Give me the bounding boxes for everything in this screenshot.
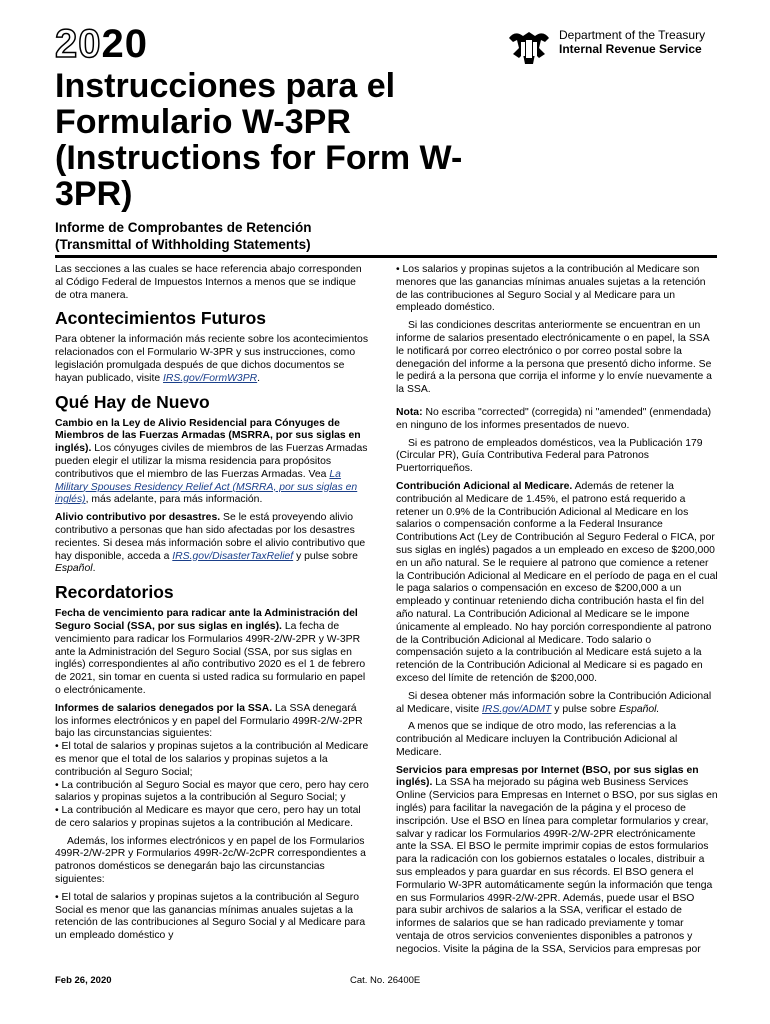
footer-date: Feb 26, 2020 [55, 975, 112, 986]
adicional-heading: Contribución Adicional al Medicare. [396, 480, 573, 492]
page-subtitle [55, 219, 312, 253]
msrra-paragraph [55, 418, 369, 508]
heading-futuros: Acontecimientos Futuros [55, 308, 266, 329]
right-column [396, 264, 718, 962]
fecha-text: La fecha de vencimiento para radicar los Formularios 499R-2/W-2PR y W-3PR ante la Administración del Seguro Social (SSA, por sus siglas en inglés) correspondientes al año contributivo 2020 es el 1 de febrero de 2021, sin tomar en cuenta si usted radica su formulario en papel o electrónicamente. [55, 620, 366, 696]
fecha-paragraph [55, 608, 369, 698]
futuros-text: Para obtener la información más reciente sobre los acontecimientos relacionados con el Formulario W-3PR y sus instrucciones, como legislación promulgada después de que dichos documentos se hayan publicado, visite [55, 334, 369, 384]
title-divider [55, 255, 717, 258]
condiciones-paragraph: Si las condiciones descritas anteriormente se encuentran en un informe de salarios presentado electrónicamente o en papel, la SSA le notificará por correo electrónico o por correo postal sobre la denegación del informe a la persona que presentó dicho informe. Se le pedirá a la persona que corrija el informe y lo envíe nuevamente a la SSA. [396, 320, 712, 396]
adicional-paragraph [396, 481, 718, 686]
msrra-heading: Cambio en la Ley de Alivio Residencial para Cónyuges de Miembros de las Fuerzas Armadas (MSRRA, por sus siglas en inglés). [55, 417, 361, 455]
admt-link[interactable]: IRS.gov/ADMT [482, 703, 552, 715]
desastres-after: y pulse sobre [296, 550, 358, 562]
bullet-item: • El total de salarios y propinas sujetos a la contribución al Medicare es menor que el total de los salarios y propinas sujetos a la contribución al Seguro Social; [55, 741, 369, 778]
dept-name: Department of the Treasury [559, 28, 706, 42]
masinfo-espanol: Español. [618, 703, 660, 715]
nota-heading: Nota: [396, 406, 423, 418]
agency-block [505, 28, 705, 68]
subtitle-line-1: Informe de Comprobantes de Retención [55, 220, 312, 235]
msrra-text: Los cónyuges civiles de miembros de las Fuerzas Armadas pueden elegir el utilizar la misma residencia para propósitos contributivos que el miembro de las Fuerzas Armadas. Vea [55, 443, 368, 480]
desastres-text: Se le está proveyendo alivio contributivo a personas que han sido afectadas por los desastres recientes. Si desea más información sobre el alivio contributivo que hay disponible, acceda a [55, 512, 366, 562]
bso-heading: Servicios para empresas por Internet (BSO, por sus siglas en inglés). [396, 764, 699, 789]
denegados-heading: Informes de salarios denegados por la SSA. [55, 702, 273, 714]
masinfo-text: Si desea obtener más información sobre la Contribución Adicional al Medicare, visite [396, 690, 712, 715]
patrono-paragraph: Si es patrono de empleados domésticos, vea la Publicación 179 (Circular PR), Guía Contributiva Federal para Patronos Puertorriqueños. [396, 437, 703, 475]
ademas-paragraph: Además, los informes electrónicos y en papel de los Formularios 499R-2/W-2PR y Formularios 499R-2c/W-2cPR correspondientes a patronos domésticos se denegarán bajo las circunstancias siguientes: [55, 835, 366, 886]
nota-text: No escriba "corrected" (corregida) ni "amended" (enmendada) en ninguno de los informes presentados de nuevo. [396, 406, 712, 431]
masinfo-paragraph [396, 691, 718, 717]
irs-name: Internal Revenue Service [559, 42, 702, 56]
bullet-paragraph [396, 264, 718, 315]
irs-eagle-logo-icon [505, 28, 553, 68]
page-title: Instrucciones para el Formulario W-3PR (Instructions for Form W-3PR) [55, 67, 463, 213]
desastres-espanol: Español [55, 563, 93, 575]
denegados-text: La SSA denegará los informes electrónicos y en papel del Formulario 499R-2/W-2PR bajo las circunstancias siguientes: [55, 702, 363, 740]
desastres-paragraph: Alivio contributivo por desastres. Se le está proveyendo alivio contributivo a personas que han sido afectadas por los desastres recientes. Si desea más información sobre el alivio contributivo que hay disponible, acceda a IRS.gov/DisasterTaxRelief y pulse sobre Español. [55, 512, 366, 575]
heading-recordatorios: Recordatorios [55, 582, 174, 603]
masinfo-after: y pulse sobre [554, 703, 617, 715]
denegados-paragraph [55, 703, 369, 831]
menos-paragraph: A menos que se indique de otro modo, las referencias a la contribución al Medicare incluyen la Contribución Adicional al Medicare. [396, 721, 678, 758]
msrra-after: , más adelante, para más información. [85, 494, 263, 506]
bullet-text: La contribución al Medicare es mayor que cero, pero hay un total de cero salarios y propinas sujetos a la contribución al Medicare. [55, 805, 361, 829]
desastres-heading: Alivio contributivo por desastres. [55, 512, 221, 524]
form-year [55, 24, 148, 64]
nota-paragraph [396, 407, 718, 433]
subtitle-line-2: (Transmittal of Withholding Statements) [55, 237, 311, 252]
footer-cat-number: Cat. No. 26400E [350, 975, 421, 986]
heading-nuevo: Qué Hay de Nuevo [55, 391, 210, 412]
year-bold: 20 [101, 22, 148, 66]
year-outline: 20 [55, 22, 102, 66]
futuros-paragraph: Para obtener la información más reciente sobre los acontecimientos relacionados con el Formulario W-3PR y sus instrucciones, como legislación promulgada después de que dichos documentos se hayan publicado, visite IRS.gov/FormW3PR. [55, 334, 369, 384]
bullet-item: • La contribución al Medicare es mayor que cero, pero hay un total de cero salarios y propinas sujetos a la contribución al Medicare. [55, 805, 361, 829]
bullet-text: El total de salarios y propinas sujetos a la contribución al Seguro Social es menor que las ganancias mínimas anuales sujetas a la retención de las contribuciones al Seguro Social y al Medicare para un empleado doméstico y [55, 891, 366, 942]
left-column [55, 264, 369, 948]
intro-paragraph: Las secciones a las cuales se hace referencia abajo corresponden al Código Federal de Impuestos Internos a menos que se indique de otra manera. [55, 264, 362, 301]
bullet-text: El total de salarios y propinas sujetos a la contribución al Medicare es menor que el total de los salarios y propinas sujetos a la contribución al Seguro Social; [55, 741, 369, 778]
bullet-item: • Los salarios y propinas sujetos a la contribución al Medicare son menores que las ganancias mínimas anuales sujetas a la retención de las contribuciones al Seguro Social y al Medicare para un empleado doméstico. [396, 264, 706, 314]
formw3pr-link[interactable]: IRS.gov/FormW3PR [163, 372, 258, 384]
disaster-relief-link[interactable]: IRS.gov/DisasterTaxRelief [172, 550, 294, 562]
fecha-heading: Fecha de vencimiento para radicar ante la Administración del Seguro Social (SSA, por sus siglas en inglés). [55, 608, 358, 632]
msrra-link[interactable]: La Military Spouses Residency Relief Act (MSRRA, por sus siglas en inglés) [55, 468, 358, 506]
bullet-paragraph [55, 892, 369, 943]
bullet-item: • El total de salarios y propinas sujetos a la contribución al Seguro Social es menor que las ganancias mínimas anuales sujetas a la retención de las contribuciones al Seguro Social y al Medicare para un empleado doméstico y [55, 891, 366, 942]
bso-paragraph [396, 765, 718, 957]
bullet-item: • La contribución al Seguro Social es mayor que cero, pero hay cero salarios y propinas sujetos a la contribución al Seguro Social; y [55, 779, 369, 804]
adicional-text: Además de retener la contribución al Medicare de 1.45%, el patrono está requerido a retener un 0.9% de la Contribución Adicional al Medicare en los salarios o compensación conforme a la Federal Insurance Contributions Act (Ley de Contribución al Seguro Federal o FICA, por sus siglas en inglés) pagados a un empleado en exceso de $200,000 en un año natural. Se le requiere al patrono que comience a retener la Contribución Adicional al Medicare en el período de paga en el cual le paga salarios o compensación en exceso de $200,000 a un empleado y continuar reteniendo dicha contribución hasta el fin del año natural. La Contribución Adicional al Medicare se le impone únicamente al empleado. No hay porción correspondiente al patrono de la Contribución Adicional al Medicare. Todo salario o compensación sujeto a la contribución al Medicare está sujeto a la retención de la Contribución Adicional al Medicare si es pagado en exceso del límite de retención de $200,000. [396, 480, 718, 684]
bso-text: La SSA ha mejorado su página web Business Services Online (Servicios para Empresas en Internet o BSO, por sus siglas en inglés) para facilitar la navegación de la página y el proceso de inscripción. Use el BSO en línea para completar formularios y crear, salvar y radicar los Formularios 499R-2/W-2PR electrónicamente ante la SSA. El BSO le permite imprimir copias de estos formularios para la radicación con los gobiernos estatales o locales, distribuir a sus empleados y para guardar en sus récords. El BSO genera el Formulario W-3PR automáticamente según la información que tenga en sus Formularios 499R-2/W-2PR. Además, puede usar el BSO para subir archivos de salarios a la SSA, verificar el estado de informes de salarios que se han radicado previamente y tomar ventaja de otros servicios convenientes disponibles a patronos y negocios. Visite la página de la SSA, Servicios para empresas por [396, 777, 718, 955]
bullet-text: Los salarios y propinas sujetos a la contribución al Medicare son menores que las ganancias mínimas anuales sujetas a la retención de las contribuciones al Seguro Social y al Medicare para un empleado doméstico. [396, 264, 706, 314]
bullet-text: La contribución al Seguro Social es mayor que cero, pero hay cero salarios y propinas sujetos a la contribución al Seguro Social; y [55, 779, 369, 804]
